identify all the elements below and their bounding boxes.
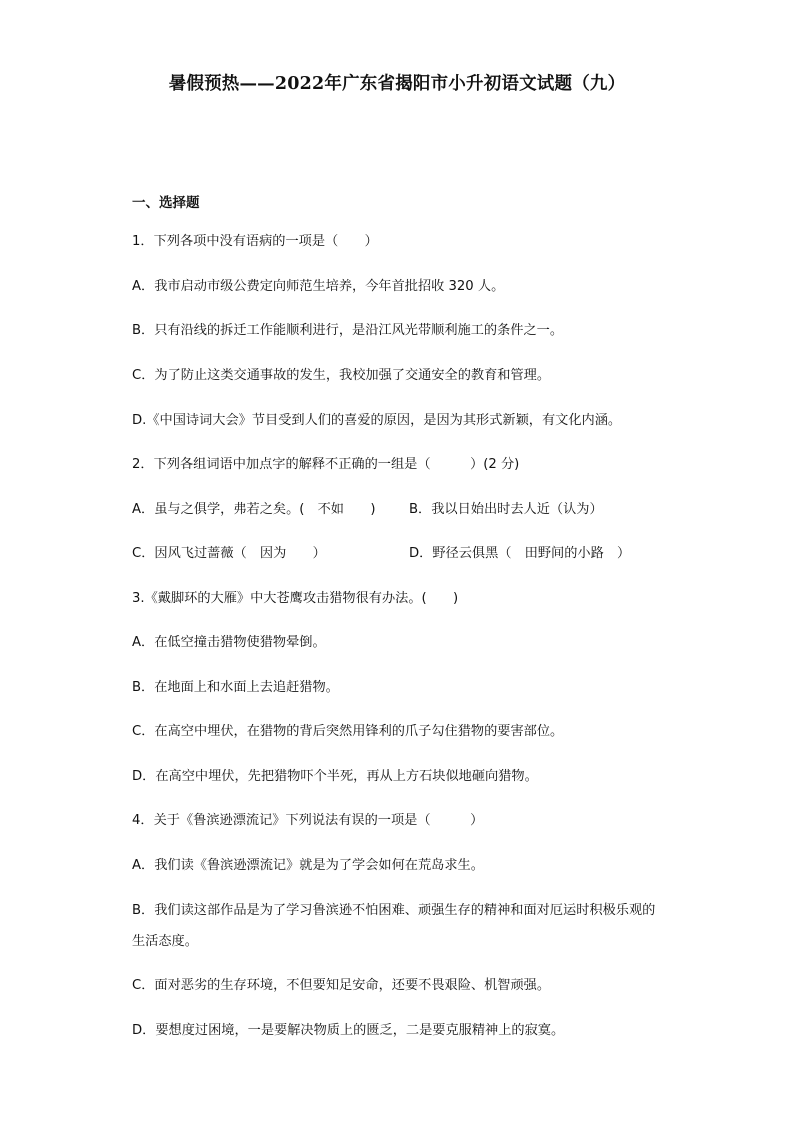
question-1-option-b: B．只有沿线的拆迁工作能顺利进行，是沿江风光带顺利施工的条件之一。: [132, 323, 564, 338]
question-3-option-a: A．在低空撞击猎物使猎物晕倒。: [132, 635, 326, 650]
question-3-option-c: C．在高空中埋伏，在猎物的背后突然用锋利的爪子勾住猎物的要害部位。: [132, 724, 564, 739]
question-2-stem: 2．下列各组词语中加点字的解释不正确的一组是（ ）(2 分): [132, 457, 520, 472]
question-3-option-b: B．在地面上和水面上去追赶猎物。: [132, 680, 339, 695]
question-4-stem: 4．关于《鲁滨逊漂流记》下列说法有误的一项是（ ）: [132, 813, 484, 828]
question-4-option-a: A．我们读《鲁滨逊漂流记》就是为了学会如何在荒岛求生。: [132, 858, 484, 873]
question-3-stem: 3.《戴脚环的大雁》中大苍鹰攻击猎物很有办法。( ): [132, 591, 459, 606]
question-1-option-c: C．为了防止这类交通事故的发生，我校加强了交通安全的教育和管理。: [132, 368, 551, 383]
question-4-option-b: B．我们读这部作品是为了学习鲁滨逊不怕困难、顽强生存的精神和面对厄运时积极乐观的生活态度。: [132, 903, 656, 949]
section-heading: 一、选择题: [132, 195, 200, 211]
question-3-option-d: D．在高空中埋伏，先把猎物吓个半死，再从上方石块似地砸向猎物。: [132, 769, 538, 784]
question-4-option-d: D．要想度过困境，一是要解决物质上的匮乏，二是要克服精神上的寂寞。: [132, 1023, 565, 1038]
question-4-option-c: C．面对恶劣的生存环境，不但要知足安命，还要不畏艰险、机智顽强。: [132, 978, 551, 993]
question-1-option-d: D.《中国诗词大会》节目受到人们的喜爱的原因，是因为其形式新颖，有文化内涵。: [132, 413, 622, 428]
question-2-option-d: D．野径云俱黑（ 田野间的小路 ）: [409, 546, 631, 561]
question-2-option-c: C．因风飞过蔷薇（ 因为 ）: [132, 546, 326, 561]
question-2-option-b: B．我以日始出时去人近（认为）: [409, 502, 603, 517]
question-1-stem: 1．下列各项中没有语病的一项是（ ）: [132, 234, 378, 249]
document-title: 暑假预热——2022年广东省揭阳市小升初语文试题（九）: [168, 74, 626, 94]
question-2-option-a: A．虽与之俱学，弗若之矣。( 不如 ): [132, 502, 376, 517]
question-1-option-a: A．我市启动市级公费定向师范生培养，今年首批招收 320 人。: [132, 279, 505, 294]
